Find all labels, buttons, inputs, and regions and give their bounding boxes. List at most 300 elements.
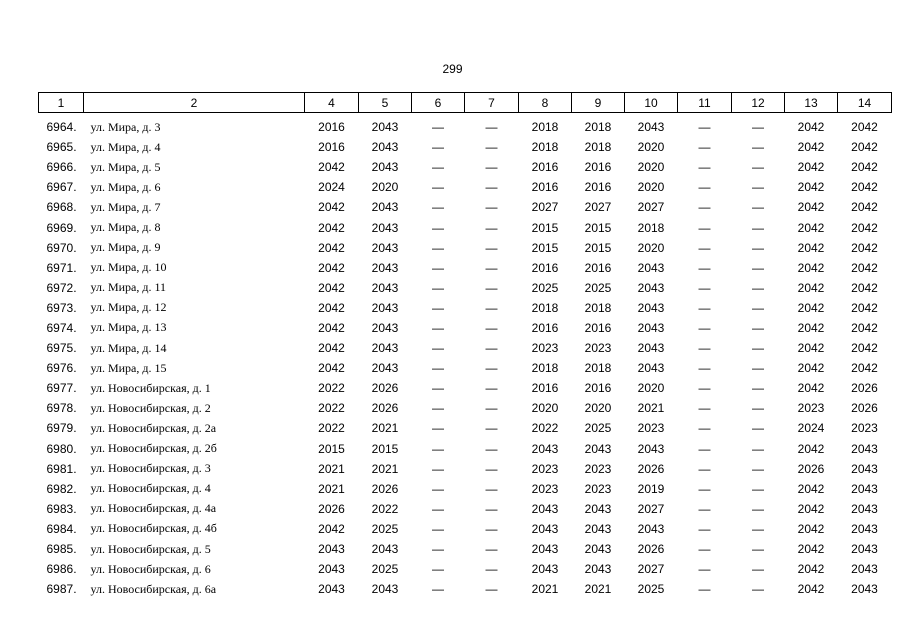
table-cell: — — [485, 582, 498, 597]
table-cell: — — [698, 120, 711, 135]
table-cell: 2042 — [851, 260, 878, 275]
table-cell: 2042 — [797, 200, 825, 215]
table-cell: 2042 — [797, 320, 825, 335]
table-cell: — — [485, 441, 498, 456]
row-number-cell: 6966. — [46, 160, 77, 175]
table-cell: 2042 — [797, 582, 825, 597]
table-row — [39, 439, 892, 459]
table-cell: — — [432, 160, 444, 175]
table-cell: — — [752, 361, 764, 376]
table-cell: — — [485, 160, 498, 175]
table-cell: 2042 — [318, 240, 345, 255]
table-cell: — — [752, 280, 764, 295]
table-cell: — — [698, 582, 711, 597]
table-cell: 2027 — [637, 200, 665, 215]
table-cell: — — [698, 320, 711, 335]
table-row — [39, 418, 892, 438]
table-cell: 2043 — [531, 501, 559, 516]
table-cell: 2025 — [531, 280, 559, 295]
table-cell: 2024 — [797, 421, 825, 436]
table-cell: — — [485, 401, 498, 416]
table-cell: — — [752, 521, 764, 536]
row-number-cell: 6987. — [46, 582, 77, 597]
table-cell: 2043 — [371, 542, 399, 557]
table-cell: 2042 — [318, 280, 345, 295]
table-cell: 2043 — [851, 521, 878, 536]
column-header-6: 8 — [519, 93, 572, 113]
table-cell: 2043 — [318, 582, 345, 597]
table-cell: — — [698, 441, 711, 456]
table-cell: 2019 — [637, 481, 665, 496]
table-cell: 2043 — [851, 441, 878, 456]
table-cell: — — [752, 421, 764, 436]
table-cell: 2043 — [371, 140, 399, 155]
table-cell: — — [485, 140, 498, 155]
table-cell: 2043 — [851, 461, 878, 476]
table-row — [39, 559, 892, 579]
table-cell: — — [752, 260, 764, 275]
column-header-2: 4 — [305, 93, 359, 113]
table-cell: — — [698, 381, 711, 396]
row-number-cell: 6983. — [46, 501, 77, 516]
table-cell: 2025 — [584, 280, 612, 295]
table-cell: 2023 — [531, 341, 559, 356]
row-number-cell: 6981. — [46, 461, 77, 476]
table-cell: — — [698, 481, 711, 496]
table-cell: 2015 — [531, 240, 559, 255]
table-cell: 2018 — [531, 120, 559, 135]
table-row — [39, 217, 892, 237]
table-cell: 2023 — [584, 461, 612, 476]
table-cell: — — [752, 220, 764, 235]
table-cell: 2016 — [318, 120, 345, 135]
table-cell: 2015 — [584, 240, 612, 255]
table-cell: — — [432, 521, 444, 536]
table-cell: — — [752, 300, 764, 315]
table-cell: 2023 — [797, 401, 825, 416]
table-cell: 2042 — [797, 160, 825, 175]
table-cell: — — [698, 240, 711, 255]
table-cell: — — [752, 200, 764, 215]
table-cell: 2025 — [371, 562, 399, 577]
table-cell: — — [752, 120, 764, 135]
table-cell: — — [698, 260, 711, 275]
table-cell: — — [485, 421, 498, 436]
table-cell: 2043 — [637, 521, 665, 536]
table-cell: — — [752, 381, 764, 396]
table-cell: 2042 — [797, 260, 825, 275]
table-cell: 2042 — [851, 300, 878, 315]
table-cell: — — [752, 441, 764, 456]
table-cell: 2043 — [851, 562, 878, 577]
column-header-9: 11 — [678, 93, 732, 113]
table-cell: 2043 — [371, 160, 399, 175]
table-cell: — — [752, 542, 764, 557]
address-cell: ул. Новосибирская, д. 2б — [90, 441, 217, 456]
table-cell: 2043 — [584, 562, 612, 577]
address-cell: ул. Новосибирская, д. 4а — [90, 501, 217, 516]
table-cell: — — [698, 521, 711, 536]
table-cell: — — [698, 140, 711, 155]
table-cell: — — [432, 280, 444, 295]
table-cell: 2043 — [637, 280, 665, 295]
row-number-cell: 6969. — [46, 220, 77, 235]
table-cell: — — [698, 300, 711, 315]
table-cell: 2020 — [371, 180, 399, 195]
table-cell: — — [432, 260, 444, 275]
column-header-1: 2 — [84, 93, 305, 113]
table-row — [39, 579, 892, 599]
table-cell: 2021 — [584, 582, 612, 597]
table-cell: 2043 — [318, 562, 345, 577]
table-cell: — — [485, 562, 498, 577]
table-row — [39, 398, 892, 418]
table-cell: 2023 — [531, 481, 559, 496]
table-cell: 2015 — [531, 220, 559, 235]
address-cell: ул. Мира, д. 12 — [90, 300, 167, 315]
column-header-11: 13 — [785, 93, 838, 113]
table-cell: 2018 — [584, 120, 612, 135]
table-cell: 2021 — [318, 481, 345, 496]
table-body — [39, 113, 892, 600]
table-row — [39, 197, 892, 217]
table-cell: 2042 — [318, 521, 345, 536]
row-number-cell: 6982. — [46, 481, 77, 496]
table-row — [39, 278, 892, 298]
table-cell: 2042 — [851, 280, 878, 295]
table-cell: 2043 — [637, 361, 665, 376]
table-cell: 2043 — [371, 361, 399, 376]
table-cell: — — [698, 361, 711, 376]
table-cell: 2042 — [797, 220, 825, 235]
row-number-cell: 6971. — [46, 260, 77, 275]
table-cell: 2043 — [371, 300, 399, 315]
address-cell: ул. Мира, д. 6 — [90, 179, 161, 194]
table-row — [39, 519, 892, 539]
table-cell: 2025 — [371, 521, 399, 536]
table-cell: 2043 — [851, 481, 878, 496]
table-row — [39, 113, 892, 138]
table-cell: 2016 — [318, 140, 345, 155]
table-cell: 2022 — [531, 421, 559, 436]
table-cell: 2043 — [637, 260, 665, 275]
table-cell: 2020 — [637, 160, 665, 175]
table-cell: — — [698, 180, 711, 195]
table-cell: 2018 — [531, 361, 559, 376]
table-cell: 2026 — [637, 542, 665, 557]
table-cell: 2025 — [637, 582, 665, 597]
table-cell: — — [752, 320, 764, 335]
address-cell: ул. Мира, д. 3 — [90, 119, 161, 134]
table-cell: 2018 — [531, 300, 559, 315]
table-cell: — — [432, 501, 444, 516]
table-cell: 2018 — [637, 220, 665, 235]
table-row — [39, 539, 892, 559]
table-cell: 2022 — [318, 381, 345, 396]
table-cell: — — [485, 461, 498, 476]
row-number-cell: 6978. — [46, 401, 77, 416]
table-cell: 2022 — [371, 501, 399, 516]
table-cell: 2043 — [531, 562, 559, 577]
table-row — [39, 378, 892, 398]
table-cell: — — [432, 361, 444, 376]
table-cell: 2024 — [318, 180, 345, 195]
table-cell: 2020 — [531, 401, 559, 416]
column-header-3: 5 — [359, 93, 412, 113]
table-cell: — — [485, 200, 498, 215]
table-cell: 2016 — [584, 260, 612, 275]
table-cell: 2043 — [637, 441, 665, 456]
table-cell: 2027 — [637, 501, 665, 516]
table-cell: — — [432, 240, 444, 255]
table-cell: 2042 — [851, 361, 878, 376]
table-cell: — — [485, 280, 498, 295]
table-cell: 2043 — [584, 542, 612, 557]
table-cell: 2043 — [851, 501, 878, 516]
address-cell: ул. Мира, д. 10 — [90, 260, 167, 275]
table-cell: 2023 — [584, 481, 612, 496]
table-cell: — — [698, 341, 711, 356]
row-number-cell: 6973. — [46, 300, 77, 315]
column-header-4: 6 — [412, 93, 465, 113]
table-cell: — — [485, 260, 498, 275]
table-cell: 2023 — [584, 341, 612, 356]
table-cell: 2043 — [371, 220, 399, 235]
table-cell: 2021 — [531, 582, 559, 597]
table-cell: 2018 — [584, 361, 612, 376]
table-cell: — — [752, 341, 764, 356]
table-cell: 2042 — [797, 280, 825, 295]
table-cell: 2027 — [637, 562, 665, 577]
address-cell: ул. Мира, д. 13 — [90, 320, 167, 335]
address-cell: ул. Новосибирская, д. 2а — [90, 420, 217, 435]
table-cell: 2020 — [584, 401, 612, 416]
table-cell: 2016 — [584, 320, 612, 335]
table-cell: 2042 — [851, 240, 878, 255]
table-cell: 2042 — [851, 320, 878, 335]
table-cell: 2042 — [318, 361, 345, 376]
table-cell: — — [432, 562, 444, 577]
table-cell: — — [432, 542, 444, 557]
table-cell: — — [432, 140, 444, 155]
table-cell: — — [698, 160, 711, 175]
page-number: 299 — [442, 62, 463, 76]
table-cell: 2042 — [797, 501, 825, 516]
table-row — [39, 499, 892, 519]
table-cell: 2026 — [851, 381, 878, 396]
table-cell: 2043 — [584, 441, 612, 456]
row-number-cell: 6975. — [46, 341, 77, 356]
table-cell: 2043 — [637, 300, 665, 315]
table-cell: — — [432, 300, 444, 315]
row-number-cell: 6985. — [46, 542, 77, 557]
table-cell: — — [752, 582, 764, 597]
table-cell: — — [698, 562, 711, 577]
table-row — [39, 177, 892, 197]
row-number-cell: 6972. — [46, 280, 77, 295]
table-cell: 2043 — [371, 260, 399, 275]
table-cell: 2026 — [851, 401, 878, 416]
table-cell: 2042 — [797, 180, 825, 195]
table-cell: — — [432, 381, 444, 396]
table-cell: 2042 — [851, 160, 878, 175]
table-cell: 2042 — [851, 200, 878, 215]
table-cell: — — [698, 421, 711, 436]
row-number-cell: 6986. — [46, 562, 77, 577]
table-cell: 2020 — [637, 140, 665, 155]
table-cell: — — [432, 120, 444, 135]
table-cell: — — [752, 240, 764, 255]
address-cell: ул. Новосибирская, д. 5 — [90, 541, 211, 556]
table-cell: — — [752, 160, 764, 175]
table-cell: 2042 — [797, 361, 825, 376]
table-row — [39, 338, 892, 358]
header-row — [39, 93, 892, 113]
table-cell: 2043 — [371, 120, 399, 135]
table-cell: 2043 — [531, 542, 559, 557]
table-cell: — — [485, 501, 498, 516]
table-cell: — — [752, 481, 764, 496]
address-cell: ул. Мира, д. 11 — [90, 280, 167, 295]
table-cell: 2042 — [797, 341, 825, 356]
table-cell: 2026 — [318, 501, 345, 516]
address-cell: ул. Мира, д. 9 — [90, 240, 161, 255]
table-cell: — — [432, 200, 444, 215]
table-row — [39, 459, 892, 479]
table-row — [39, 137, 892, 157]
table-cell: 2026 — [797, 461, 825, 476]
table-cell: 2042 — [797, 240, 825, 255]
column-header-0: 1 — [39, 93, 84, 113]
table-cell: 2021 — [371, 421, 399, 436]
table-cell: 2021 — [637, 401, 665, 416]
address-cell: ул. Мира, д. 14 — [90, 340, 167, 355]
row-number-cell: 6967. — [46, 180, 77, 195]
table-cell: — — [432, 401, 444, 416]
table-cell: 2042 — [318, 300, 345, 315]
table-cell: 2043 — [851, 542, 878, 557]
table-cell: 2042 — [318, 220, 345, 235]
table-cell: 2042 — [318, 320, 345, 335]
column-header-7: 9 — [572, 93, 625, 113]
table-cell: 2023 — [531, 461, 559, 476]
table-cell: 2016 — [531, 180, 559, 195]
address-cell: ул. Мира, д. 5 — [90, 159, 161, 174]
table-row — [39, 358, 892, 378]
column-header-8: 10 — [625, 93, 678, 113]
table-cell: 2042 — [851, 140, 878, 155]
table-cell: — — [485, 481, 498, 496]
table-row — [39, 298, 892, 318]
table-cell: — — [752, 501, 764, 516]
table-cell: — — [485, 381, 498, 396]
table-cell: 2026 — [371, 481, 399, 496]
address-cell: ул. Мира, д. 15 — [90, 360, 167, 375]
table-cell: 2043 — [584, 521, 612, 536]
table-cell: — — [432, 461, 444, 476]
address-cell: ул. Мира, д. 8 — [90, 220, 161, 235]
row-number-cell: 6974. — [46, 320, 77, 335]
table-cell: — — [432, 441, 444, 456]
address-cell: ул. Мира, д. 7 — [90, 199, 161, 214]
table-cell: 2043 — [531, 521, 559, 536]
table-cell: 2026 — [371, 381, 399, 396]
table-cell: 2043 — [318, 542, 345, 557]
table-cell: 2016 — [531, 320, 559, 335]
table-row — [39, 318, 892, 338]
table-cell: — — [752, 180, 764, 195]
table-cell: — — [432, 582, 444, 597]
table-cell: 2042 — [318, 260, 345, 275]
table-cell: 2042 — [797, 441, 825, 456]
table-cell: 2042 — [797, 140, 825, 155]
column-header-12: 14 — [838, 93, 892, 113]
table-cell: 2043 — [584, 501, 612, 516]
table-cell: 2043 — [371, 320, 399, 335]
table-cell: 2023 — [637, 421, 665, 436]
table-cell: 2043 — [637, 120, 665, 135]
address-cell: ул. Новосибирская, д. 6 — [90, 561, 211, 576]
table-cell: — — [485, 120, 498, 135]
table-cell: 2026 — [371, 401, 399, 416]
table-cell: 2016 — [531, 160, 559, 175]
table-cell: 2015 — [371, 441, 399, 456]
table-cell: 2020 — [637, 180, 665, 195]
table-cell: 2022 — [318, 401, 345, 416]
row-number-cell: 6976. — [46, 361, 77, 376]
table-cell: 2042 — [797, 120, 825, 135]
data-table — [38, 92, 892, 599]
table-cell: 2042 — [797, 300, 825, 315]
table-cell: — — [485, 361, 498, 376]
table-cell: 2022 — [318, 421, 345, 436]
table-cell: — — [485, 220, 498, 235]
table-cell: 2043 — [637, 320, 665, 335]
table-cell: — — [752, 140, 764, 155]
table-cell: 2018 — [584, 140, 612, 155]
table-cell: — — [432, 320, 444, 335]
address-cell: ул. Новосибирская, д. 4б — [90, 521, 217, 536]
table-cell: 2043 — [851, 582, 878, 597]
table-cell: — — [432, 481, 444, 496]
table-cell: 2016 — [584, 180, 612, 195]
table-cell: 2025 — [584, 421, 612, 436]
table-cell: 2043 — [371, 240, 399, 255]
table-cell: 2043 — [371, 280, 399, 295]
table-cell: — — [698, 501, 711, 516]
table-cell: 2023 — [851, 421, 878, 436]
address-cell: ул. Новосибирская, д. 1 — [90, 380, 211, 395]
row-number-cell: 6964. — [46, 120, 77, 135]
table-cell: 2042 — [318, 160, 345, 175]
table-cell: 2018 — [531, 140, 559, 155]
table-cell: — — [485, 320, 498, 335]
table-cell: 2027 — [584, 200, 612, 215]
table-cell: — — [485, 180, 498, 195]
table-cell: — — [432, 180, 444, 195]
table-cell: 2042 — [797, 542, 825, 557]
table-row — [39, 258, 892, 278]
table-cell: 2016 — [531, 260, 559, 275]
row-number-cell: 6984. — [46, 521, 77, 536]
address-cell: ул. Новосибирская, д. 4 — [90, 481, 211, 496]
table-cell: — — [698, 461, 711, 476]
table-cell: — — [485, 341, 498, 356]
table-cell: 2027 — [531, 200, 559, 215]
table-cell: 2021 — [318, 461, 345, 476]
table-cell: 2016 — [531, 381, 559, 396]
table-cell: 2043 — [531, 441, 559, 456]
